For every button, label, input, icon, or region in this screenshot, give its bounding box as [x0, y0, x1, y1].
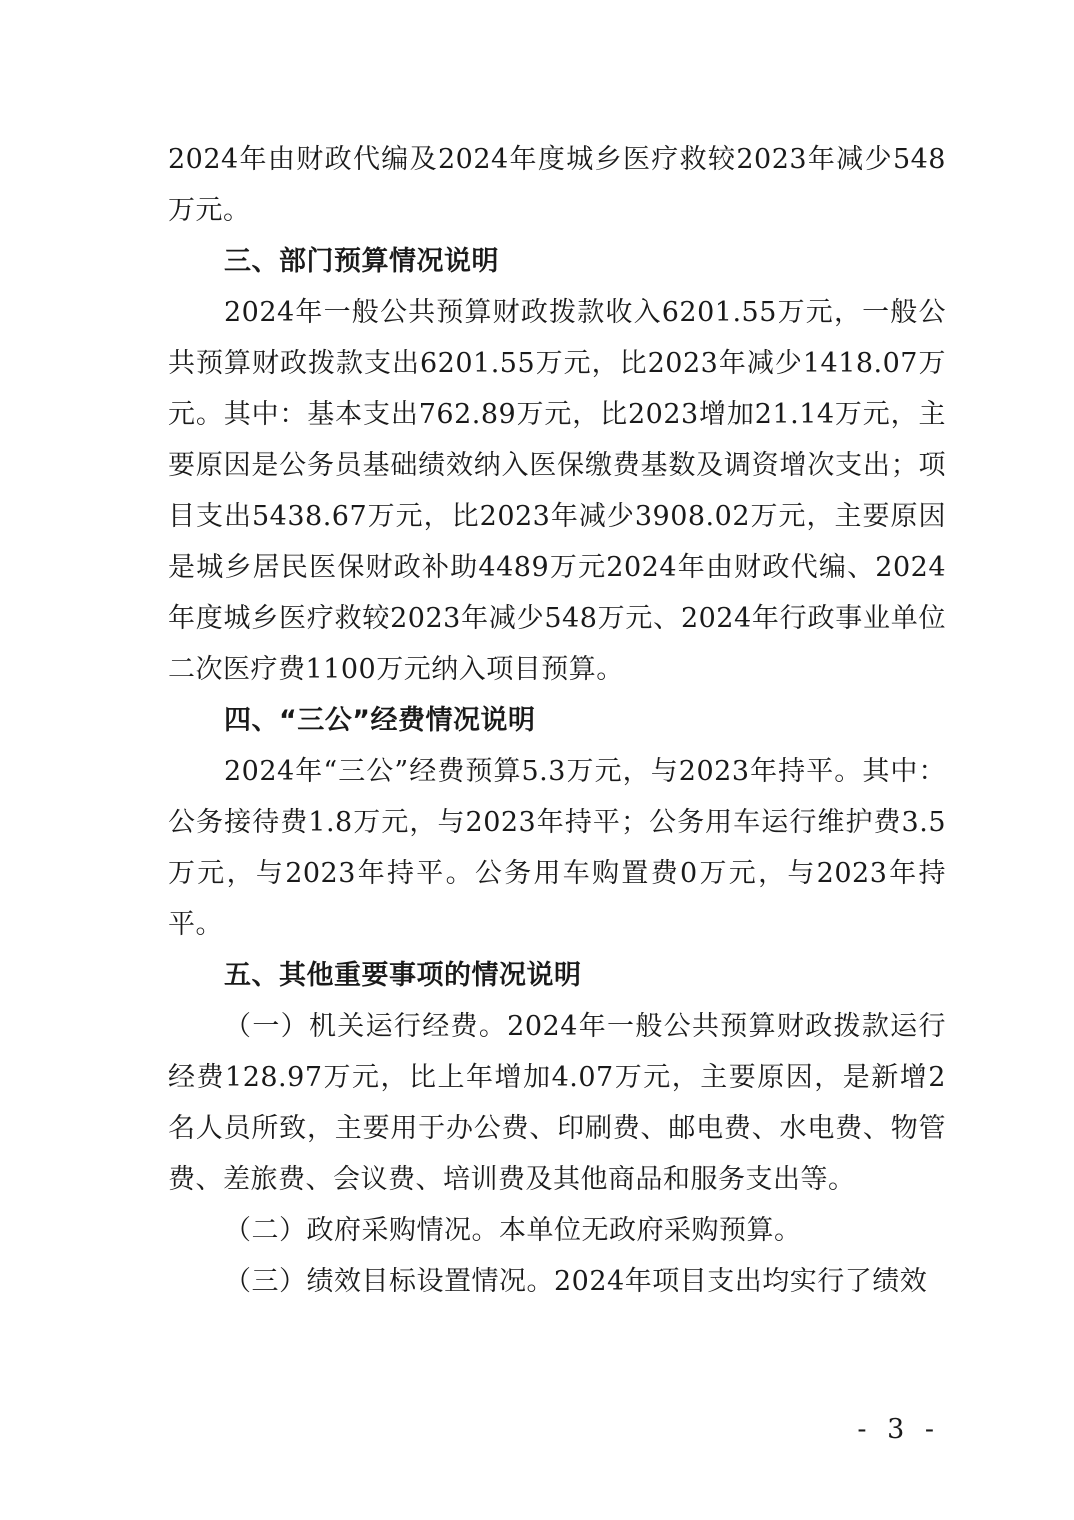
paragraph-three-public-expenses: 2024年“三公”经费预算5.3万元，与2023年持平。其中：公务接待费1.8万元，与2023年持平；公务用车运行维护费3.5万元，与2023年持平。公务用车购置费0万元，与2023年持平。: [168, 756, 946, 940]
document-body: [168, 134, 946, 1307]
section-heading-4: 四、“三公”经费情况说明: [224, 705, 536, 736]
page-number: - 3 -: [857, 1414, 940, 1445]
paragraph-budget-description: 2024年一般公共预算财政拨款收入6201.55万元，一般公共预算财政拨款支出6201.55万元，比2023年减少1418.07万元。其中：基本支出762.89万元，比2023增加21.14万元，主要原因是公务员基础绩效纳入医保缴费基数及调资增次支出；项目支出5438.67万元，比2023年减少3908.02万元，主要原因是城乡居民医保财政补助4489万元2024年由财政代编、2024年度城乡医疗救较2023年减少548万元、2024年行政事业单位二次医疗费1100万元纳入项目预算。: [168, 297, 946, 685]
section-heading-3: 三、部门预算情况说明: [224, 246, 499, 277]
paragraph-procurement: （二）政府采购情况。本单位无政府采购预算。: [224, 1215, 802, 1246]
section-heading-5: 五、其他重要事项的情况说明: [224, 960, 582, 991]
paragraph-operating-expenses: （一）机关运行经费。2024年一般公共预算财政拨款运行经费128.97万元，比上年增加4.07万元，主要原因，是新增2名人员所致，主要用于办公费、印刷费、邮电费、水电费、物管费、差旅费、会议费、培训费及其他商品和服务支出等。: [168, 1011, 946, 1195]
paragraph-performance-targets: （三）绩效目标设置情况。2024年项目支出均实行了绩效: [224, 1266, 928, 1297]
paragraph-continuation: 2024年由财政代编及2024年度城乡医疗救较2023年减少548万元。: [168, 144, 946, 226]
